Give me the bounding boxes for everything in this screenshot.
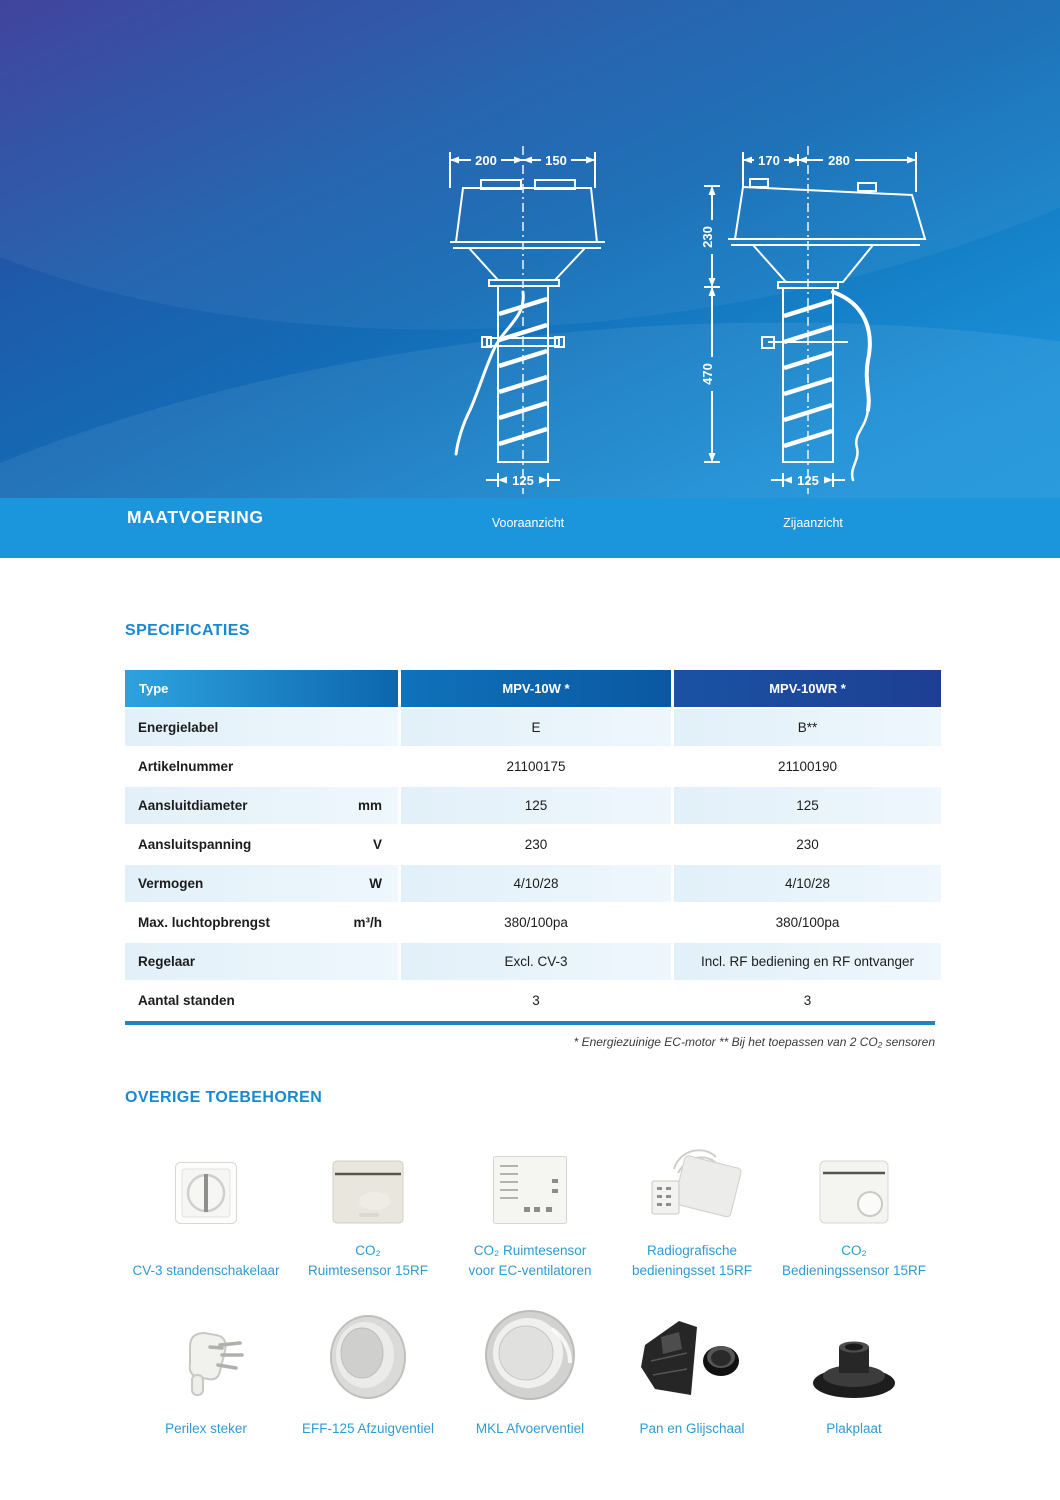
row-value-mpv10w: 21100175 (401, 748, 671, 785)
col-header-mpv10wr: MPV-10WR * (674, 670, 941, 707)
co2-ruimtesensor-ec-image (492, 1135, 568, 1225)
plakplaat-image (806, 1305, 902, 1403)
row-label: Vermogen (138, 876, 204, 891)
accessory-item (125, 1305, 287, 1439)
accessory-item (611, 1135, 773, 1281)
row-label: Aantal standen (138, 993, 235, 1008)
eff-125-afzuigventiel-image (324, 1305, 412, 1403)
side-dim-right: 280 (828, 153, 850, 168)
row-value-mpv10w: 4/10/28 (401, 865, 671, 902)
co2-bedieningssensor-15rf-image (818, 1135, 890, 1225)
front-view-label: Vooraanzicht (491, 516, 565, 530)
row-value-mpv10wr: B** (674, 709, 941, 746)
row-value-mpv10wr: 4/10/28 (674, 865, 941, 902)
row-value-mpv10wr: Incl. RF bediening en RF ontvanger (674, 943, 941, 980)
row-value-mpv10wr: 380/100pa (674, 904, 941, 941)
front-dim-bottom: 125 (512, 473, 534, 488)
table-footnote: * Energiezuinige EC-motor ** Bij het toepassen van 2 CO₂ sensoren (573, 1035, 935, 1049)
row-value-mpv10w: 230 (401, 826, 671, 863)
accessory-label-line1: CO₂ (355, 1243, 381, 1258)
row-value-mpv10w: 3 (401, 982, 671, 1019)
accessories-row-2 (125, 1305, 935, 1439)
pan-en-glijschaal-image (637, 1305, 747, 1403)
table-row (125, 865, 935, 902)
spec-table (125, 670, 935, 1025)
side-view-label: Zijaanzicht (783, 516, 843, 530)
side-dim-470: 470 (700, 363, 715, 385)
front-dim-right: 150 (545, 153, 567, 168)
specificaties-heading: SPECIFICATIES (125, 622, 250, 639)
row-value-mpv10wr: 125 (674, 787, 941, 824)
accessory-label-line2: Plakplaat (826, 1421, 882, 1436)
col-header-type: Type (125, 670, 398, 707)
accessory-label-line2: Ruimtesensor 15RF (307, 1263, 429, 1278)
accessory-item (449, 1305, 611, 1439)
table-row (125, 709, 935, 746)
accessories-row-1 (125, 1135, 935, 1281)
row-label: Energielabel (138, 720, 219, 735)
row-value-mpv10wr: 230 (674, 826, 941, 863)
table-row (125, 904, 935, 941)
accessory-item (125, 1135, 287, 1281)
flex-pipe (833, 292, 870, 410)
row-label: Artikelnummer (138, 759, 234, 774)
accessory-item (773, 1305, 935, 1439)
accessory-label-line2: EFF-125 Afzuigventiel (301, 1421, 435, 1436)
side-dim-left: 170 (758, 153, 780, 168)
perilex-steker-image (166, 1305, 246, 1403)
row-unit: m³/h (353, 915, 382, 930)
accessory-label-line1: Radiografische (646, 1243, 738, 1258)
table-row (125, 943, 935, 980)
accessory-label-line1: CO₂ Ruimtesensor (473, 1243, 587, 1258)
row-label: Aansluitspanning (138, 837, 252, 852)
accessory-label-line2: MKL Afvoerventiel (475, 1421, 585, 1436)
accessory-item (449, 1135, 611, 1281)
accessory-item (287, 1305, 449, 1439)
row-value-mpv10wr: 3 (674, 982, 941, 1019)
accessory-label-line2: Perilex steker (165, 1421, 247, 1436)
side-dim-230: 230 (700, 226, 715, 248)
table-bottom-rule (125, 1021, 935, 1025)
table-row (125, 826, 935, 863)
accessory-label-line2: bedieningsset 15RF (631, 1263, 753, 1278)
accessory-label-line2: CV-3 standenschakelaar (132, 1263, 280, 1278)
row-label: Regelaar (138, 954, 196, 969)
row-unit: mm (357, 798, 382, 813)
side-view-drawing (698, 142, 928, 498)
row-value-mpv10w: 380/100pa (401, 904, 671, 941)
overige-toebehoren-heading: OVERIGE TOEBEHOREN (125, 1089, 323, 1106)
accessory-label-line1: CO₂ (841, 1243, 867, 1258)
accessory-item (287, 1135, 449, 1281)
row-label: Max. luchtopbrengst (138, 915, 271, 930)
front-view-drawing (443, 142, 613, 498)
power-cable (456, 292, 523, 454)
col-header-mpv10w: MPV-10W * (401, 670, 671, 707)
front-dim-left: 200 (475, 153, 497, 168)
maatvoering-title: MAATVOERING (127, 507, 264, 527)
mkl-afvoerventiel-image (482, 1305, 578, 1403)
table-row (125, 787, 935, 824)
row-value-mpv10w: E (401, 709, 671, 746)
accessory-label-line2: Bedieningssensor 15RF (781, 1263, 927, 1278)
table-header-row (125, 670, 935, 707)
table-row (125, 982, 935, 1019)
row-unit: W (369, 876, 382, 891)
co2-ruimtesensor-15rf-image (331, 1135, 405, 1225)
row-value-mpv10w: Excl. CV-3 (401, 943, 671, 980)
row-value-mpv10wr: 21100190 (674, 748, 941, 785)
row-label: Aansluitdiameter (138, 798, 248, 813)
radiografische-bedieningsset-image (640, 1135, 744, 1225)
row-value-mpv10w: 125 (401, 787, 671, 824)
accessory-label-line2: voor EC-ventilatoren (468, 1263, 592, 1278)
maatvoering-hero (0, 0, 1060, 558)
accessory-item (773, 1135, 935, 1281)
accessory-item (611, 1305, 773, 1439)
cv3-standenschakelaar-image (174, 1135, 238, 1225)
table-row (125, 748, 935, 785)
row-unit: V (372, 837, 382, 852)
side-dim-bottom: 125 (797, 473, 819, 488)
power-cable (852, 410, 868, 480)
accessory-label-line2: Pan en Glijschaal (639, 1421, 745, 1436)
